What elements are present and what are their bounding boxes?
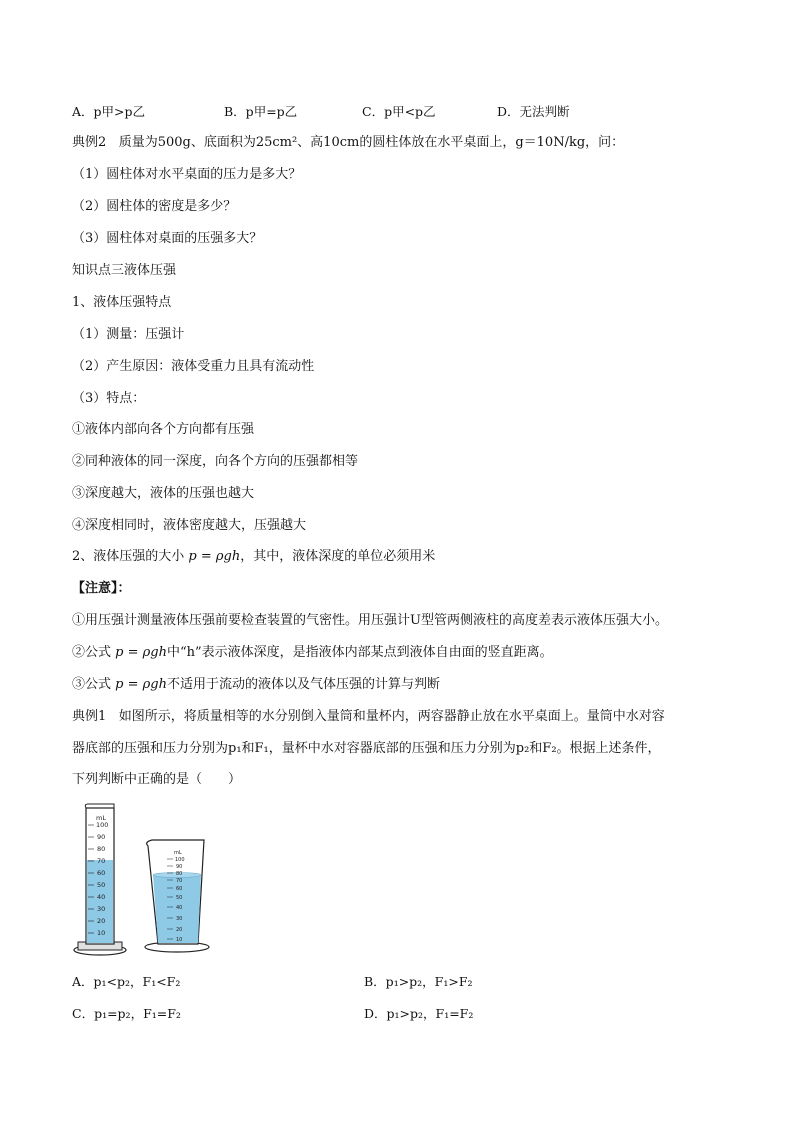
beaker-tick-100: 100 [175,857,185,863]
feature-3: ③深度越大，液体的压强也越大 [72,486,255,501]
beaker-tick-10: 10 [176,937,183,943]
note2-suffix: 中“h”表示液体深度，是指液体内部某点到液体自由面的竖直距离。 [166,645,553,660]
section-p3: （3）特点： [72,391,146,406]
beaker-tick-50: 50 [176,895,183,901]
example1-label: 典例1 [72,709,107,724]
cylinder-tick-30: 30 [97,905,106,913]
option-b: B．p₁>p₂，F₁>F₂ [364,974,473,989]
cylinder-tick-70: 70 [97,857,106,865]
cylinder-tick-80: 80 [97,845,106,853]
note-1: ①用压强计测量液体压强前要检查装置的气密性。用压强计U型管两侧液柱的高度差表示液体压强大小。 [72,613,668,628]
note3-suffix: 不适用于流动的液体以及气体压强的计算与判断 [166,677,440,692]
example1-line1 [72,708,665,726]
feature-4: ④深度相同时，液体密度越大，压强越大 [72,518,307,533]
example1-line2: 器底部的压强和压力分别为p₁和F₁，量杯中水对容器底部的压强和压力分别为p₂和F₂。根据上述条件， [72,741,661,756]
example2-sub2: （2）圆柱体的密度是多少？ [72,199,237,214]
beaker-unit: mL [174,850,182,856]
example2-sub3: （3）圆柱体对桌面的压强多大？ [72,231,263,246]
note-2 [72,644,553,662]
option-a: A．p₁<p₂，F₁<F₂ [72,974,181,989]
measuring-cylinder [74,804,126,955]
beaker-tick-90: 90 [176,864,183,870]
beaker-tick-60: 60 [176,886,183,892]
cylinder-tick-20: 20 [97,917,106,925]
beaker-tick-30: 30 [176,916,183,922]
section-heading-1: 1、液体压强特点 [72,295,172,310]
cylinder-tick-40: 40 [97,893,106,901]
feature-1: ①液体内部向各个方向都有压强 [72,422,255,437]
cylinder-tick-10: 10 [97,929,106,937]
note-3 [72,676,440,694]
heading2-text: 2、液体压强的大小 [72,549,185,564]
example1-line3: 下列判断中正确的是（ ） [72,772,242,787]
feature-2: ②同种液体的同一深度，向各个方向的压强都相等 [72,454,359,469]
cylinder-unit: mL [96,814,106,822]
cylinder-tick-100: 100 [96,821,109,829]
example2-sub1: （1）圆柱体对水平桌面的压力是多大？ [72,167,302,182]
option-a-prev: A．p甲>p乙 [72,104,146,119]
note3-formula: p = ρgh [115,677,167,692]
example2-text: 质量为500g、底面积为25cm²、高10cm的圆柱体放在水平桌面上，g＝10N/kg，问： [118,135,625,150]
cylinder-tick-90: 90 [97,833,106,841]
section-p2: （2）产生原因：液体受重力且具有流动性 [72,359,315,374]
section-heading-2 [72,548,435,566]
cylinder-tick-60: 60 [97,869,106,877]
note2-prefix: ②公式 [72,645,112,660]
example1-text1: 如图所示，将质量相等的水分别倒入量筒和量杯内，两容器静止放在水平桌面上。量筒中水对容 [118,709,665,724]
option-b-prev: B．p甲=p乙 [224,104,298,119]
example2-stem [72,134,624,152]
measuring-beaker [145,840,209,952]
section-title: 知识点三液体压强 [72,263,177,278]
section-p1: （1）测量：压强计 [72,327,185,342]
beaker-tick-20: 20 [176,927,183,933]
measuring-cylinder-and-beaker-figure [72,800,222,960]
cylinder-tick-50: 50 [97,881,106,889]
note2-formula: p = ρgh [115,645,167,660]
heading2-suffix: ，其中，液体深度的单位必须用米 [240,549,436,564]
note3-prefix: ③公式 [72,677,112,692]
example2-label: 典例2 [72,135,107,150]
beaker-tick-80: 80 [176,871,183,877]
beaker-tick-70: 70 [176,878,183,884]
option-c-prev: C．p甲<p乙 [362,104,436,119]
pressure-formula: p = ρgh [188,549,241,564]
option-d: D．p₁>p₂，F₁=F₂ [364,1006,474,1021]
note-title: 【注意】： [72,581,131,596]
beaker-tick-40: 40 [176,905,183,911]
option-c: C．p₁=p₂，F₁=F₂ [72,1006,181,1021]
option-d-prev: D．无法判断 [497,104,570,119]
